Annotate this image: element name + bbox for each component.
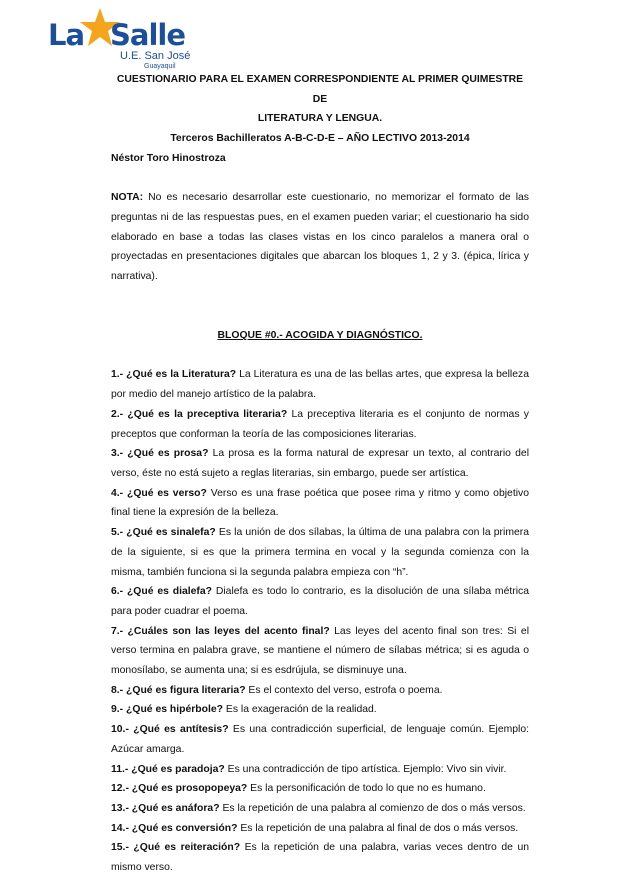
- question: 8.- ¿Qué es figura literaria?: [111, 684, 246, 696]
- qa-item: [111, 760, 529, 780]
- answer: Es una contradicción de tipo artística. Ejemplo: Vivo sin vivir.: [224, 763, 507, 775]
- spacer: [111, 287, 529, 307]
- logo-subtitle: U.E. San José: [120, 50, 191, 62]
- qa-item: [111, 838, 529, 877]
- note-paragraph: [111, 188, 529, 287]
- question: 9.- ¿Qué es hipérbole?: [111, 704, 224, 716]
- qa-item: [111, 819, 529, 839]
- answer: La Literatura es una de las bellas artes, que expresa la belleza por medio del manejo artístico de la palabra.: [111, 369, 529, 401]
- question: 6.- ¿Qué es dialefa?: [111, 586, 213, 598]
- spacer: [111, 346, 529, 366]
- doc-title-line3: Terceros Bachilleratos A-B-C-D-E – AÑO LECTIVO 2013-2014: [170, 133, 470, 145]
- spacer: [111, 306, 529, 326]
- question: 13.- ¿Qué es anáfora?: [111, 802, 220, 814]
- answer: Es la unión de dos sílabas, la última de una palabra con la primera de la siguiente, si es que la primera termina en vocal y la segunda comienza con la misma, también funciona si la segunda palabra empieza con “h”.: [111, 527, 529, 578]
- qa-item: [111, 622, 529, 681]
- answer: Es la exageración de la realidad.: [223, 704, 377, 716]
- doc-title-line2: LITERATURA Y LENGUA.: [257, 113, 383, 125]
- logo-city: Guayaquil: [144, 63, 176, 70]
- answer: Es el contexto del verso, estrofa o poema.: [245, 684, 443, 696]
- question: 5.- ¿Qué es sinalefa?: [111, 527, 216, 539]
- question: 4.- ¿Qué es verso?: [111, 487, 207, 499]
- note-text: No es necesario desarrollar este cuestionario, no memorizar el formato de las preguntas ni de las respuestas pues, en el examen pueden variar; el cuestionario ha sido elaborado en base a todas las clases vistas en los cinco paralelos a manera oral o proyectadas en presentaciones digitales que abarcan los bloques 1, 2 y 3. (épica, lírica y narrativa).: [111, 192, 529, 283]
- qa-item: [111, 681, 529, 701]
- block-title: BLOQUE #0.- ACOGIDA Y DIAGNÓSTICO.: [217, 330, 423, 342]
- document-body: [111, 70, 529, 878]
- answer: Verso es una frase poética que posee rima y ritmo y como objetivo final tiene la expresión de la belleza.: [111, 487, 529, 519]
- question: 7.- ¿Cuáles son las leyes del acento final?: [111, 625, 330, 637]
- qa-item: [111, 799, 529, 819]
- answer: La preceptiva literaria es el conjunto de normas y preceptos que conforman la teoría de las composiciones literarias.: [111, 408, 529, 440]
- logo-word-salle: Salle: [110, 18, 186, 52]
- question: 10.- ¿Qué es antítesis?: [111, 724, 229, 736]
- note-label: NOTA:: [111, 192, 144, 204]
- question: 1.- ¿Qué es la Literatura?: [111, 369, 237, 381]
- qa-item: [111, 700, 529, 720]
- qa-item: [111, 484, 529, 523]
- question: 12.- ¿Qué es prosopopeya?: [111, 783, 248, 795]
- qa-item: [111, 365, 529, 404]
- question: 15.- ¿Qué es reiteración?: [111, 842, 241, 854]
- doc-title-line1: CUESTIONARIO PARA EL EXAMEN CORRESPONDIENTE AL PRIMER QUIMESTRE DE: [116, 74, 524, 105]
- answer: Es la repetición de una palabra, varias veces dentro de un mismo verso.: [111, 842, 530, 874]
- logo-word-la: La: [48, 18, 85, 52]
- qa-item: [111, 523, 529, 582]
- qa-item: [111, 720, 529, 759]
- answer: Es una contradicción superficial, de lenguaje común. Ejemplo: Azúcar amarga.: [111, 724, 530, 755]
- qa-item: [111, 405, 529, 444]
- question: 3.- ¿Qué es prosa?: [111, 448, 209, 460]
- answer: Es la repetición de una palabra al final de dos o más versos.: [237, 822, 519, 834]
- qa-item: [111, 582, 529, 621]
- answer: Las leyes del acento final son tres: Si el verso termina en palabra grave, se mantiene el número de sílabas métrica; si es aguda o monosílabo, se aumenta una; si es esdrújula, se disminuye una.: [111, 625, 530, 677]
- doc-author: Néstor Toro Hinostroza: [111, 152, 226, 164]
- answer: Es la personificación de todo lo que no es humano.: [247, 783, 486, 795]
- qa-item: [111, 779, 529, 799]
- question: 11.- ¿Qué es paradoja?: [111, 763, 225, 775]
- school-logo: [48, 6, 198, 72]
- qa-item: [111, 444, 529, 483]
- question: 14.- ¿Qué es conversión?: [111, 822, 238, 834]
- answer: La prosa es la forma natural de expresar un texto, al contrario del verso, éste no está sujeto a reglas literarias, sin embargo, puede ser artística.: [111, 448, 529, 479]
- answer: Dialefa es todo lo contrario, es la disolución de una sílaba métrica para poder cuadrar el poema.: [111, 586, 529, 617]
- question: 2.- ¿Qué es la preceptiva literaria?: [111, 408, 288, 420]
- spacer: [111, 169, 529, 189]
- answer: Es la repetición de una palabra al comienzo de dos o más versos.: [219, 802, 526, 814]
